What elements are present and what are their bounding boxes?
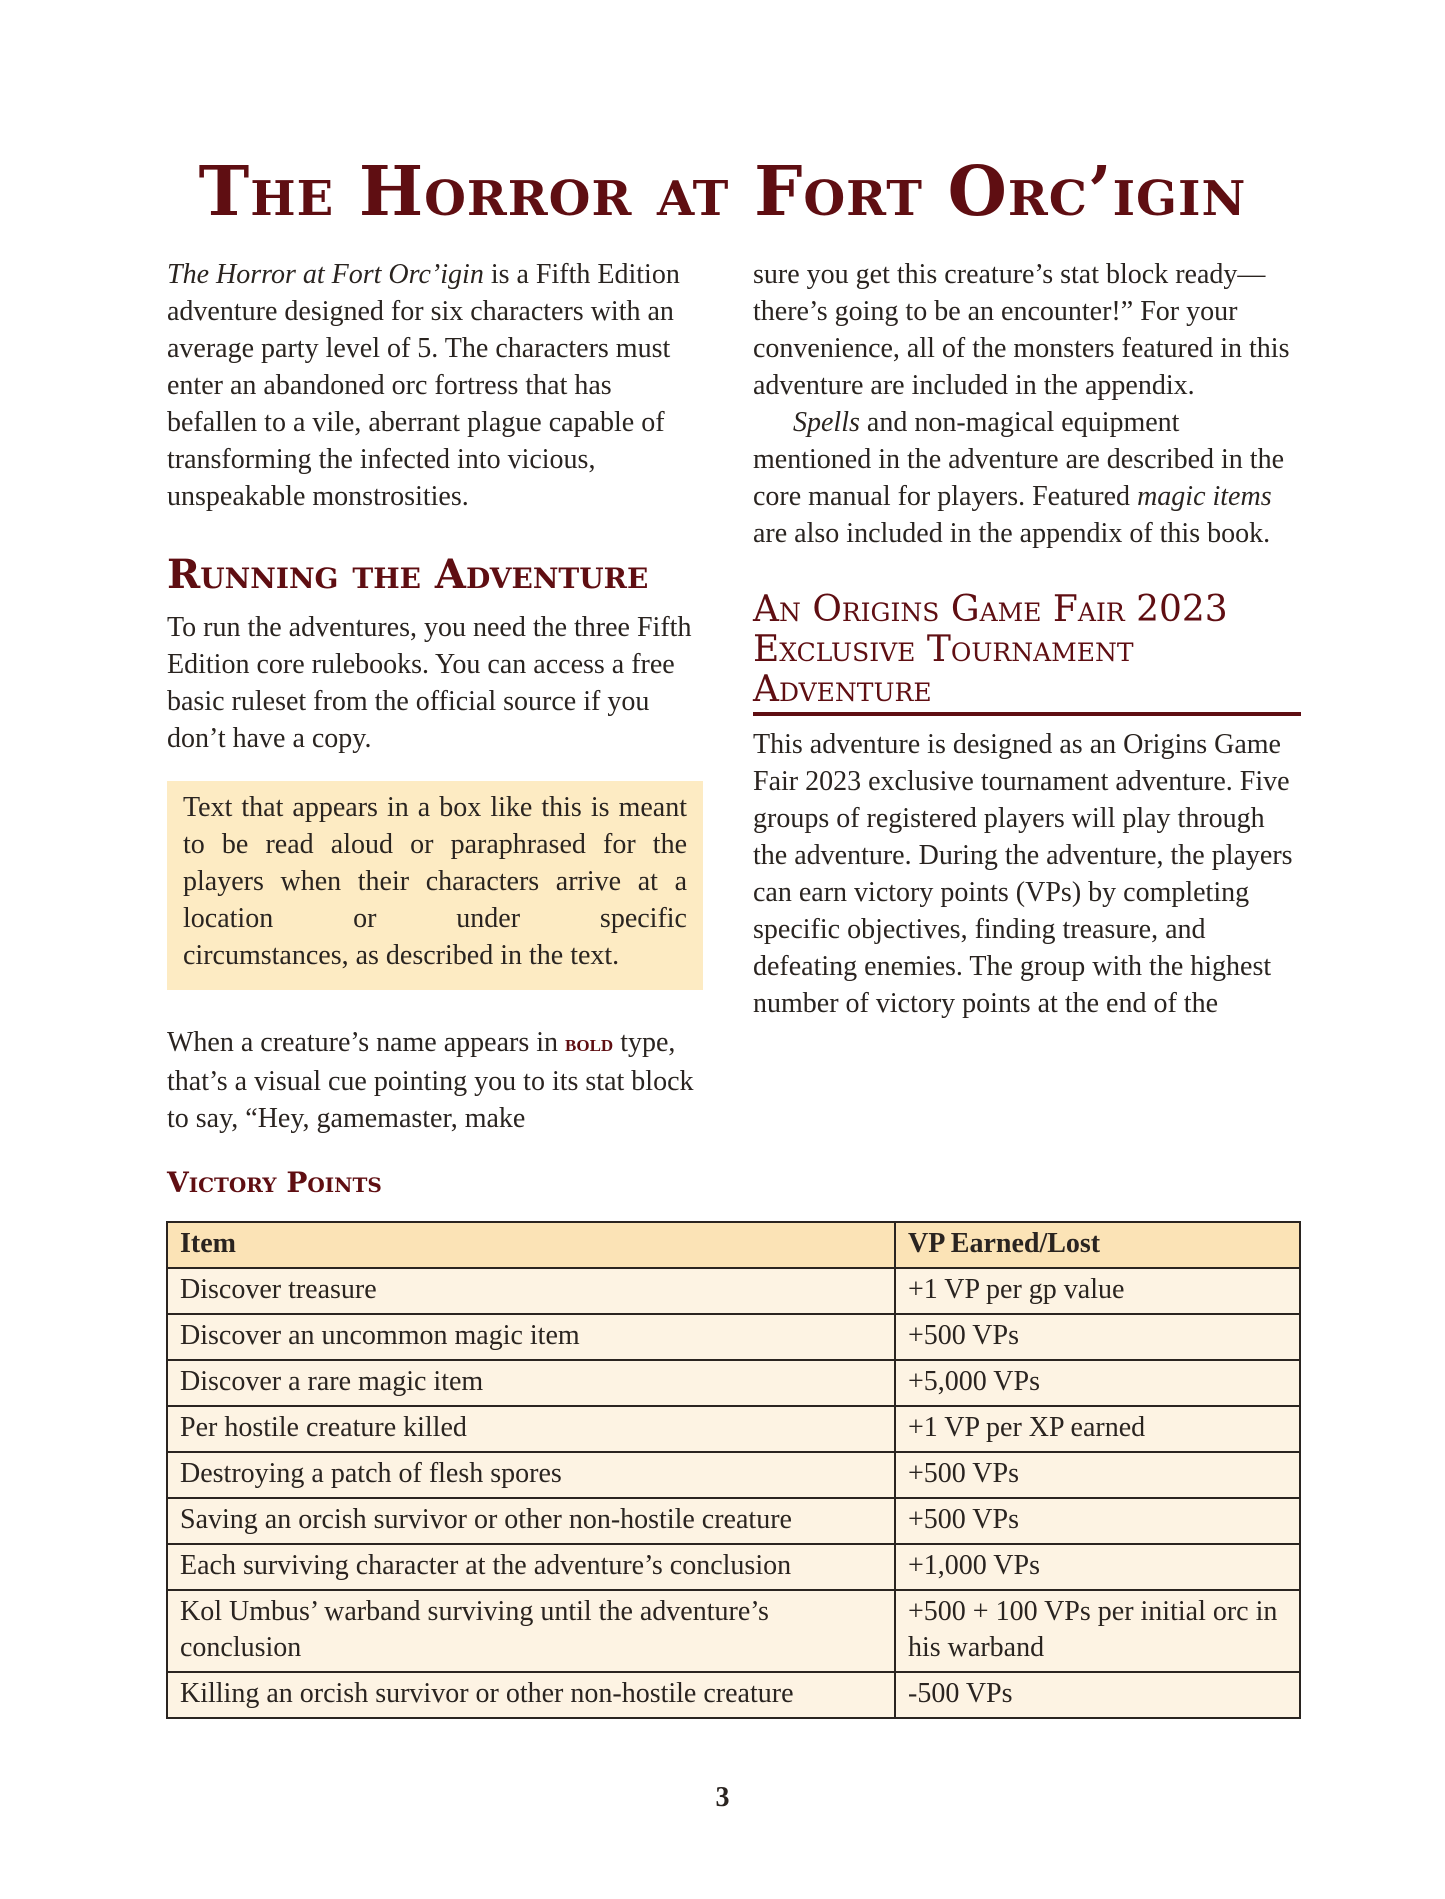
running-paragraph: To run the adventures, you need the three Fifth Edition core rulebooks. You can access a free basic ruleset from the official source if you don’t have a copy. (167, 612, 692, 754)
spells-paragraph (753, 404, 1301, 552)
table-row (167, 1314, 1300, 1360)
read-aloud-text: Text that appears in a box like this is meant to be read aloud or paraphrased for the players when their characters arrive at a location or under specific (183, 792, 687, 934)
table-row (167, 1360, 1300, 1406)
header-item: Item (167, 1222, 895, 1268)
table-row (167, 1498, 1300, 1544)
row-item: Per hostile creature killed (167, 1406, 895, 1452)
left-column (167, 256, 697, 1137)
row-vp: +500 VPs (895, 1314, 1300, 1360)
read-aloud-box (167, 781, 703, 990)
row-vp: +1,000 VPs (895, 1544, 1300, 1590)
continuation-paragraph: sure you get this creature’s stat block ready—there’s going to be an encounter!” For your convenience, all of the monsters featured in this adventure are included in the appendix. (753, 259, 1290, 401)
header-vp: VP Earned/Lost (895, 1222, 1300, 1268)
magic-items-italic: magic items (1137, 481, 1272, 512)
origins-paragraph: This adventure is designed as an Origins Game Fair 2023 exclusive tournament adventure. Five groups of registered players will play through the adventure. During the adventure, the players can earn victory points (VPs) by completing specific objectives, finding treasure, and defeating enemies. The group with the highest number of victory points at the end of the (753, 729, 1293, 1019)
row-item: Each surviving character at the adventure’s conclusion (167, 1544, 895, 1590)
row-item: Saving an orcish survivor or other non-hostile creature (167, 1498, 895, 1544)
intro-text: is a Fifth Edition adventure designed for six characters with an average party level of 5. The characters must enter an abandoned orc fortress that has befallen to a vile, aberrant plague capable of transforming the infected into vicious, unspeakable monstrosities. (167, 259, 680, 512)
origins-heading: An Origins Game Fair 2023 Exclusive Tournament Adventure (753, 590, 1301, 716)
bold-word: bold (565, 1031, 614, 1057)
read-aloud-text-end: circumstances, as described in the text. (183, 940, 620, 971)
right-column (753, 256, 1301, 1022)
table-row (167, 1268, 1300, 1314)
page-number: 3 (715, 1782, 730, 1813)
spells-italic: Spells (793, 407, 860, 438)
row-item: Destroying a patch of flesh spores (167, 1452, 895, 1498)
row-item: Discover treasure (167, 1268, 895, 1314)
row-vp: -500 VPs (895, 1672, 1300, 1718)
intro-title-italic: The Horror at Fort Orc’igin (167, 259, 484, 290)
table-header-row (167, 1222, 1300, 1268)
row-vp: +500 VPs (895, 1498, 1300, 1544)
row-vp: +1 VP per XP earned (895, 1406, 1300, 1452)
row-item: Discover an uncommon magic item (167, 1314, 895, 1360)
page-title: The Horror at Fort Orc’igin (198, 152, 1247, 232)
table-row (167, 1406, 1300, 1452)
row-vp: +500 VPs (895, 1452, 1300, 1498)
spells-text: and non-magical equipment mentioned in the adventure are described in the core manual for players. Featured (753, 407, 1285, 512)
victory-points-heading: Victory Points (167, 1166, 382, 1199)
table-row (167, 1590, 1300, 1672)
intro-paragraph (167, 256, 697, 515)
table-row (167, 1452, 1300, 1498)
table-row (167, 1544, 1300, 1590)
row-vp: +500 + 100 VPs per initial orc in his warband (895, 1590, 1300, 1672)
bold-note-after: type, that’s a visual cue pointing you to its stat block to say, “Hey, gamemaster, make (167, 1027, 694, 1134)
bold-note-paragraph (167, 1024, 697, 1137)
row-item: Kol Umbus’ warband surviving until the adventure’s conclusion (167, 1590, 895, 1672)
row-vp: +5,000 VPs (895, 1360, 1300, 1406)
row-item: Discover a rare magic item (167, 1360, 895, 1406)
running-heading: Running the Adventure (167, 551, 649, 598)
table-row (167, 1672, 1300, 1718)
spells-end: are also included in the appendix of this book. (753, 518, 1271, 549)
bold-note-before: When a creature’s name appears in (167, 1027, 566, 1058)
row-item: Killing an orcish survivor or other non-hostile creature (167, 1672, 895, 1718)
victory-points-table (166, 1221, 1301, 1719)
row-vp: +1 VP per gp value (895, 1268, 1300, 1314)
